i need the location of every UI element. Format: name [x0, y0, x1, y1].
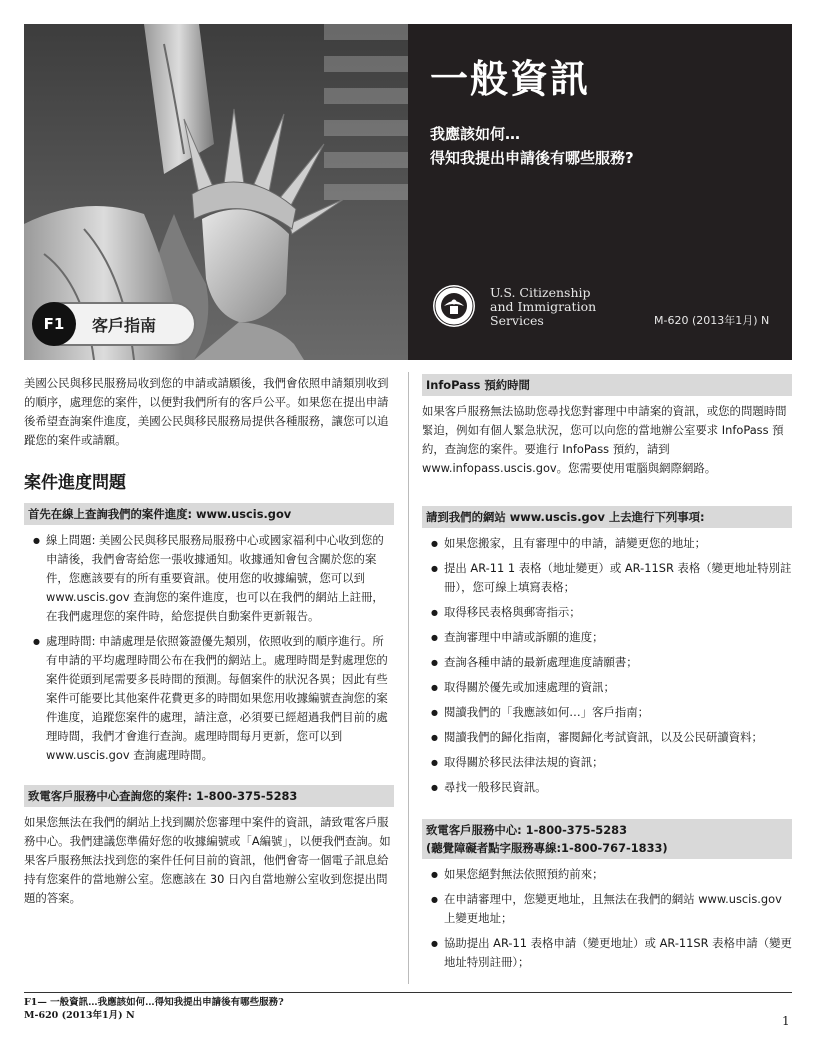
contact-heading-line-1: 致電客戶服務中心: 1-800-375-5283 — [426, 823, 628, 837]
guide-tab — [32, 302, 196, 346]
footer-line-1: F1— 一般資訊…我應該如何…得知我提出申請後有哪些服務? — [24, 997, 284, 1008]
list-item: ● 閱讀我們的「我應該如何…」客戶指南； — [422, 703, 792, 722]
list-item: ● 取得關於移民法律法規的資訊； — [422, 753, 792, 772]
call-center-heading: 致電客戶服務中心查詢您的案件: 1-800-375-5283 — [24, 785, 394, 807]
list-item: ● 取得關於優先或加速處理的資訊； — [422, 678, 792, 697]
right-column — [422, 374, 792, 978]
list-item: ● 尋找一般移民資訊。 — [422, 778, 792, 797]
dhs-seal-icon — [432, 284, 476, 328]
contact-list — [422, 865, 792, 972]
website-list — [422, 534, 792, 797]
header-panel — [408, 24, 792, 360]
list-item: ● 如果您搬家，且有審理中的申請，請變更您的地址； — [422, 534, 792, 553]
page-title: 一般資訊 — [430, 57, 591, 101]
form-number: M-620 (2013年1月) N — [654, 314, 770, 327]
footer-rule — [24, 992, 792, 993]
list-item: ● 如果您絕對無法依照預約前來； — [422, 865, 792, 884]
list-item: ● 在申請審理中，您變更地址，且無法在我們的網站 www.uscis.gov 上變更地址； — [422, 890, 792, 928]
footer — [24, 996, 284, 1022]
column-divider — [408, 372, 409, 984]
section-title: 案件進度問題 — [24, 473, 126, 493]
online-check-heading: 首先在線上查詢我們的案件進度: www.uscis.gov — [24, 503, 394, 525]
website-heading: 請到我們的網站 www.uscis.gov 上去進行下列事項: — [422, 506, 792, 528]
contact-heading — [422, 819, 792, 859]
left-column — [24, 374, 394, 908]
intro-paragraph: 美國公民與移民服務局收到您的申請或請願後，我們會依照申請類別收到的順序，處理您的案件，以便對我們所有的客戶公平。如果您在提出申請後希望查詢案件進度，美國公民與移民服務局提供各種服務，讓您可以追蹤您的案件或請願。 — [24, 376, 389, 447]
guide-tab-label: 客戶指南 — [92, 316, 157, 335]
list-item: ● 協助提出 AR-11 表格申請（變更地址）或 AR-11SR 表格申請（變更地址特別註冊）； — [422, 934, 792, 972]
list-item: ● 查詢各種申請的最新處理進度請願書； — [422, 653, 792, 672]
agency-line-3: Services — [490, 313, 544, 328]
agency-line-2: and Immigration — [490, 299, 597, 314]
agency-line-1: U.S. Citizenship — [490, 285, 591, 300]
infopass-paragraph: 如果客戶服務無法協助您尋找您對審理中申請案的資訊，或您的問題時間緊迫，例如有個人緊急狀況，您可以向您的當地辦公室要求 InfoPass 預約，查詢您的案件。要進行 InfoPass 預約，請到 www.infopass.uscis.gov。您需要使用電腦與網際網路。 — [422, 404, 787, 475]
call-center-paragraph: 如果您無法在我們的網站上找到關於您審理中案件的資訊，請致電客戶服務中心。我們建議您準備好您的收據編號或「A編號」，以便我們查詢。如果客戶服務無法找到您的案件任何目前的資訊，他們會寄一個電子訊息給持有您案件的當地辦公室。您應該在 30 日內自當地辦公室收到您提出問題的答案。 — [24, 815, 391, 905]
list-item: ● 線上問題: 美國公民與移民服務局服務中心或國家福利中心收到您的申請後，我們會寄給您一張收據通知。收據通知會包含關於您的案件，您應該要有的所有重要資訊。使用您的收據編號，您可以到 www.uscis.gov 查詢您的案件進度，也可以在我們的網站上註冊，在我們處理您的案件時，給您提供自動案件更新報告。 — [24, 531, 394, 626]
list-item: ● 查詢審理中申請或訴願的進度； — [422, 628, 792, 647]
online-check-list — [24, 531, 394, 765]
subtitle-line-1: 我應該如何… — [430, 125, 521, 143]
list-item: ● 處理時間: 申請處理是依照簽證優先類別，依照收到的順序進行。所有申請的平均處理時間公布在我們的網站上。處理時間是對處理您的案件從頭到尾需要多長時間的預測。每個案件的狀況各異；因此有些案件可能要比其他案件花費更多的時間如果您用收據編號查詢您的案件進度，追蹤您案件的處理，請注意，必須要已經超過我們目前的處理時間，我們才會進行查詢。處理時間每月更新，您可以到 www.uscis.gov 查詢處理時間。 — [24, 632, 394, 765]
guide-code-badge: F1 — [32, 302, 76, 346]
page-subtitle — [430, 122, 634, 170]
infopass-heading: InfoPass 預約時間 — [422, 374, 792, 396]
list-item: ● 取得移民表格與郵寄指示； — [422, 603, 792, 622]
list-item: ● 閱讀我們的歸化指南，審閱歸化考試資訊，以及公民研讀資料； — [422, 728, 792, 747]
subtitle-line-2: 得知我提出申請後有哪些服務? — [430, 149, 634, 167]
contact-heading-line-2: (聽覺障礙者點字服務專線:1-800-767-1833) — [426, 841, 668, 855]
agency-name — [490, 286, 596, 328]
footer-line-2: M-620 (2013年1月) N — [24, 1010, 135, 1021]
page-number: 1 — [782, 1014, 790, 1028]
list-item: ● 提出 AR-11 1 表格（地址變更）或 AR-11SR 表格（變更地址特別註冊），您可線上填寫表格； — [422, 559, 792, 597]
